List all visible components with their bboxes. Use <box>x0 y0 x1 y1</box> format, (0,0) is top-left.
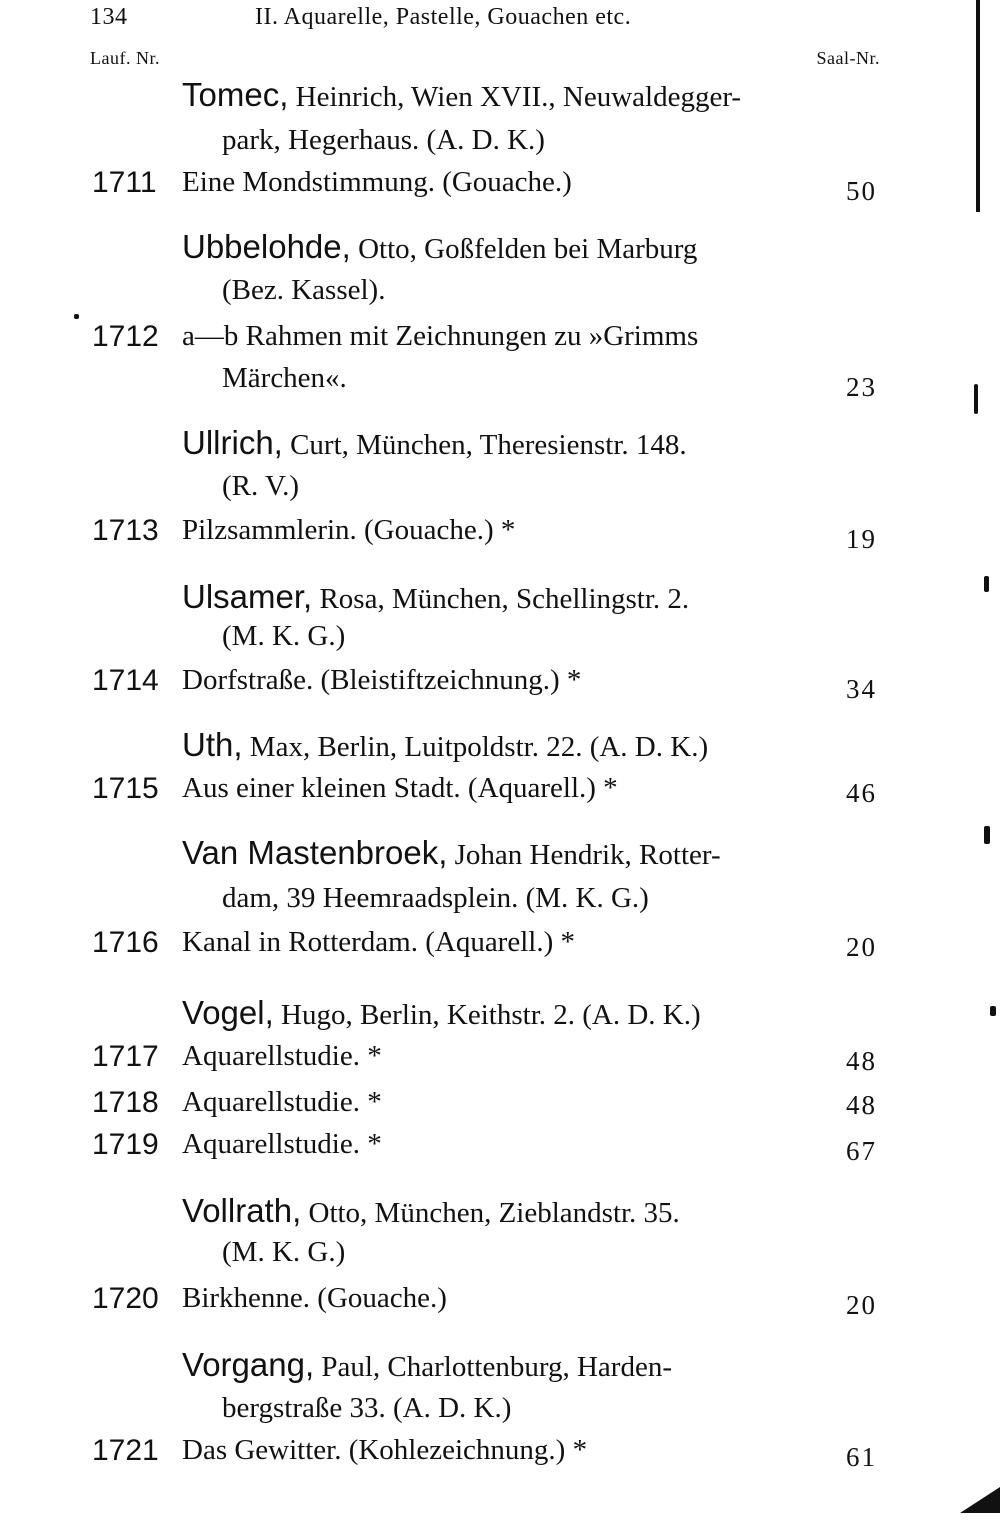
scan-dot-mark <box>74 314 79 319</box>
room-number: 20 <box>846 932 877 962</box>
entry-number: 1719 <box>92 1128 159 1161</box>
artist-name: Uth, <box>182 726 243 763</box>
entry-number: 1714 <box>92 664 159 697</box>
right-column-label: Saal-Nr. <box>816 48 880 68</box>
scan-edge-mark <box>984 576 989 592</box>
artist-details: Paul, Charlottenburg, Harden- <box>314 1351 672 1383</box>
artist-name: Ulsamer, <box>182 578 313 615</box>
artist-details: Curt, München, Theresienstr. 148. <box>282 429 687 461</box>
room-number: 46 <box>846 778 877 808</box>
entry-title: Aquarellstudie. * <box>182 1128 382 1160</box>
artist-details: Max, Berlin, Luitpoldstr. 22. (A. D. K.) <box>242 731 709 763</box>
room-number: 23 <box>846 372 877 402</box>
entry-title: Aquarellstudie. * <box>182 1040 382 1072</box>
artist-name: Vogel, <box>182 994 274 1031</box>
left-column-label: Lauf. Nr. <box>90 48 160 68</box>
room-number: 50 <box>846 176 877 206</box>
entry-title: Dorfstraße. (Bleistiftzeichnung.) * <box>182 664 582 696</box>
page-number: 134 <box>90 4 128 30</box>
entry-number: 1717 <box>92 1040 159 1073</box>
artist-details-continued: dam, 39 Heemraadsplein. (M. K. G.) <box>222 882 649 914</box>
artist-heading <box>182 228 697 266</box>
artist-details-continued: bergstraße 33. (A. D. K.) <box>222 1392 512 1424</box>
artist-heading <box>182 1346 672 1384</box>
artist-details-continued: (R. V.) <box>222 470 300 502</box>
artist-details-continued: park, Hegerhaus. (A. D. K.) <box>222 124 545 156</box>
artist-name: Ullrich, <box>182 424 283 461</box>
entry-title: Aus einer kleinen Stadt. (Aquarell.) * <box>182 772 618 804</box>
artist-name: Vorgang, <box>182 1346 315 1383</box>
room-number: 34 <box>846 674 877 704</box>
room-number: 19 <box>846 524 877 554</box>
scan-edge-rule <box>976 0 980 212</box>
artist-name: Tomec, <box>182 76 289 113</box>
artist-heading <box>182 76 741 114</box>
artist-details-continued: (M. K. G.) <box>222 620 346 652</box>
scan-edge-mark <box>984 826 990 844</box>
artist-heading <box>182 578 689 616</box>
entry-number: 1718 <box>92 1086 159 1119</box>
room-number: 20 <box>846 1290 877 1320</box>
artist-heading <box>182 726 708 764</box>
scan-edge-mark <box>974 384 978 414</box>
artist-details: Rosa, München, Schellingstr. 2. <box>312 583 690 615</box>
entry-title-continued: Märchen«. <box>222 362 347 394</box>
room-number: 67 <box>846 1136 877 1166</box>
running-header <box>90 4 631 31</box>
entry-title: Kanal in Rotterdam. (Aquarell.) * <box>182 926 575 958</box>
room-number: 48 <box>846 1090 877 1120</box>
artist-heading <box>182 994 701 1032</box>
entry-number: 1712 <box>92 320 159 353</box>
artist-details: Otto, München, Zieblandstr. 35. <box>301 1197 680 1229</box>
artist-heading <box>182 834 721 872</box>
entry-title: Pilzsammlerin. (Gouache.) * <box>182 514 516 546</box>
room-number: 48 <box>846 1046 877 1076</box>
artist-heading <box>182 424 687 462</box>
artist-name: Vollrath, <box>182 1192 302 1229</box>
entry-number: 1721 <box>92 1434 159 1467</box>
entry-title: a—b Rahmen mit Zeichnungen zu »Grimms <box>182 320 699 352</box>
room-number: 61 <box>846 1442 877 1472</box>
artist-details-continued: (Bez. Kassel). <box>222 274 386 306</box>
scan-edge-mark <box>990 1006 996 1016</box>
entry-number: 1716 <box>92 926 159 959</box>
entry-number: 1711 <box>92 166 157 199</box>
entry-title: Birkhenne. (Gouache.) <box>182 1282 447 1314</box>
scan-corner-mark <box>960 1487 1000 1513</box>
entry-title: Das Gewitter. (Kohlezeichnung.) * <box>182 1434 588 1466</box>
artist-details: Heinrich, Wien XVII., Neuwaldegger- <box>288 81 742 113</box>
entry-number: 1713 <box>92 514 159 547</box>
entry-number: 1715 <box>92 772 159 805</box>
artist-details-continued: (M. K. G.) <box>222 1236 346 1268</box>
artist-name: Ubbelohde, <box>182 228 351 265</box>
artist-details: Johan Hendrik, Rotter- <box>447 839 721 871</box>
artist-name: Van Mastenbroek, <box>182 834 448 871</box>
artist-heading <box>182 1192 680 1230</box>
entry-title: Aquarellstudie. * <box>182 1086 382 1118</box>
artist-details: Hugo, Berlin, Keithstr. 2. (A. D. K.) <box>273 999 701 1031</box>
entry-number: 1720 <box>92 1282 159 1315</box>
entry-title: Eine Mondstimmung. (Gouache.) <box>182 166 572 198</box>
section-title: II. Aquarelle, Pastelle, Gouachen etc. <box>255 4 632 30</box>
artist-details: Otto, Goßfelden bei Marburg <box>350 233 698 265</box>
